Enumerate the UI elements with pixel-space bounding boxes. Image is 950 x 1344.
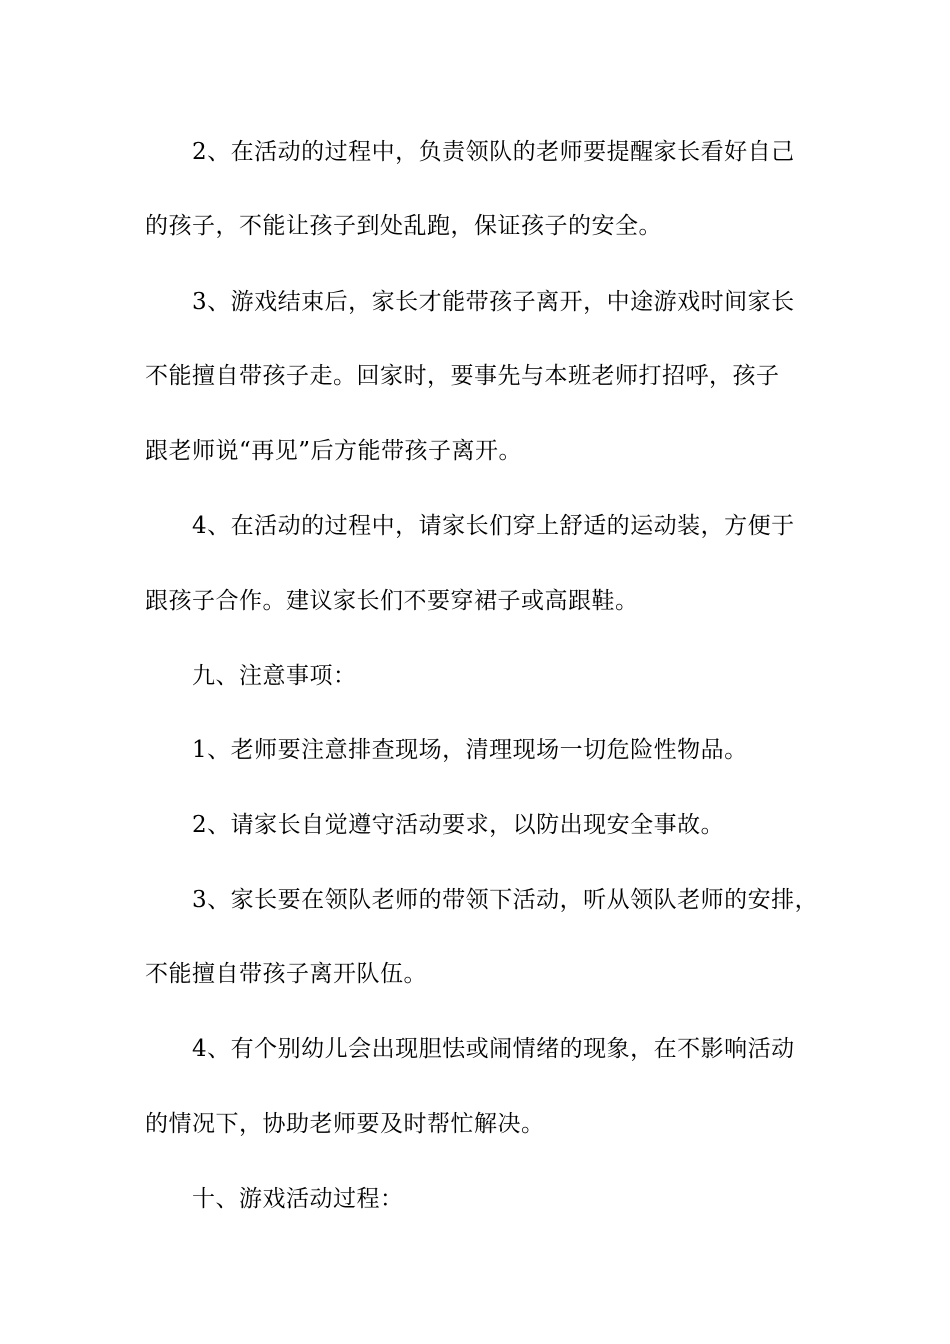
text-line: 2、请家长自觉遵守活动要求，以防出现安全事故。	[192, 812, 725, 838]
section-heading: 十、游戏活动过程：	[192, 1186, 404, 1212]
text-line: 4、有个别幼儿会出现胆怯或闹情绪的现象，在不影响活动	[192, 1036, 795, 1062]
text-line: 跟孩子合作。建议家长们不要穿裙子或高跟鞋。	[145, 588, 639, 614]
text-line: 2、在活动的过程中，负责领队的老师要提醒家长看好自己	[192, 139, 795, 165]
text-line: 1、老师要注意排查现场，清理现场一切危险性物品。	[192, 737, 748, 763]
text-line: 跟老师说“再见”后方能带孩子离开。	[145, 438, 523, 464]
text-line: 3、游戏结束后，家长才能带孩子离开，中途游戏时间家长	[192, 289, 795, 315]
text-line: 的孩子，不能让孩子到处乱跑，保证孩子的安全。	[145, 213, 662, 239]
text-line: 不能擅自带孩子走。回家时，要事先与本班老师打招呼，孩子	[145, 363, 780, 389]
text-line: 3、家长要在领队老师的带领下活动，听从领队老师的安排，	[192, 887, 819, 913]
text-line: 的情况下，协助老师要及时帮忙解决。	[145, 1111, 545, 1137]
text-line: 不能擅自带孩子离开队伍。	[145, 961, 427, 987]
section-heading: 九、注意事项：	[192, 663, 357, 689]
text-line: 4、在活动的过程中，请家长们穿上舒适的运动装，方便于	[192, 513, 795, 539]
